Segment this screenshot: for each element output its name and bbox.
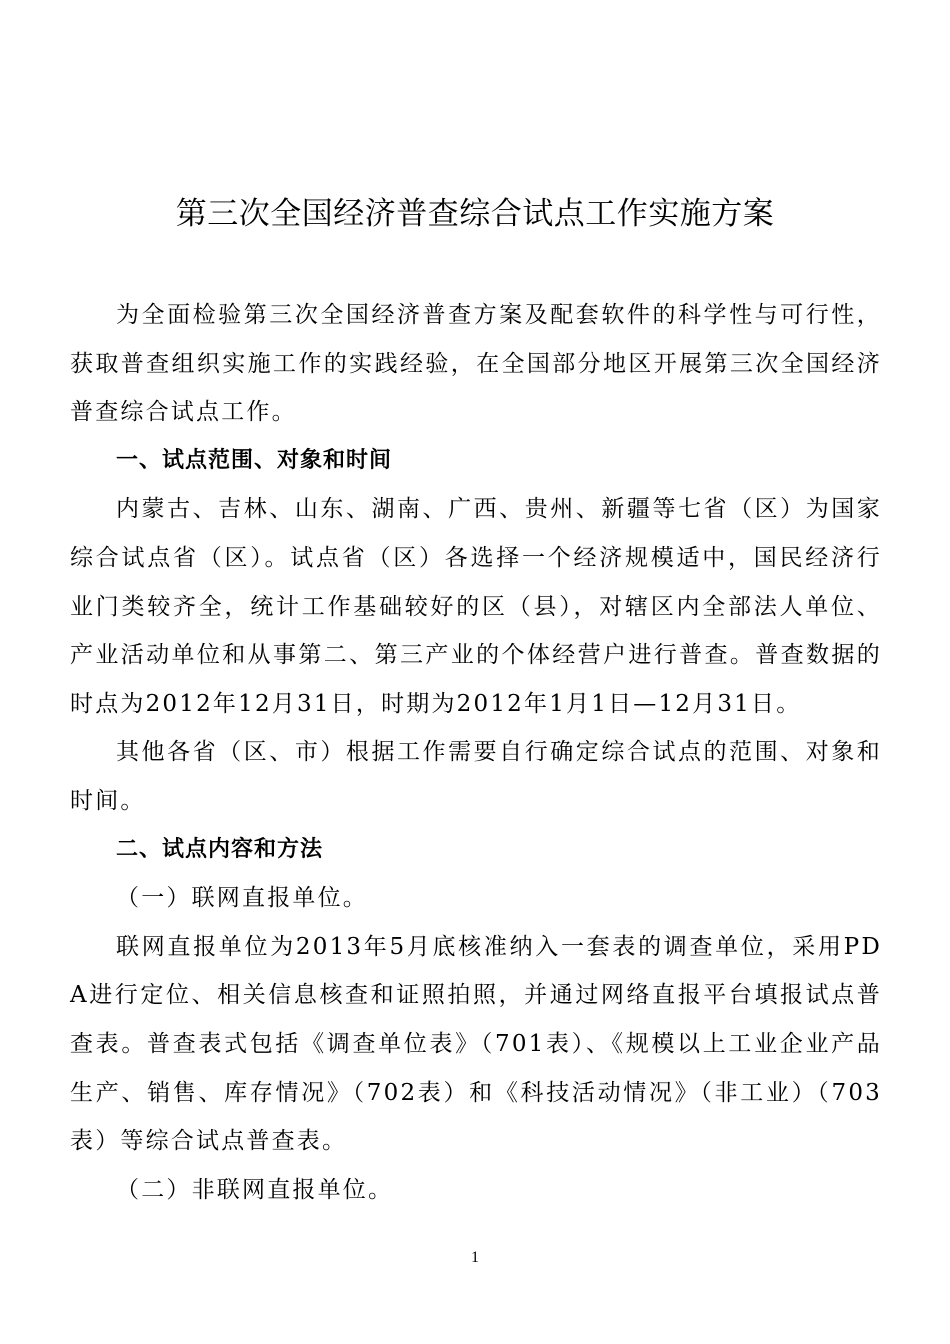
document-title: 第三次全国经济普查综合试点工作实施方案 xyxy=(175,196,775,232)
section-1-heading: 一、试点范围、对象和时间 xyxy=(116,447,393,473)
intro-paragraph: 为全面检验第三次全国经济普查方案及配套软件的科学性与可行性，获取普查组织实施工作的实践经验，在全国部分地区开展第三次全国经济普查综合试点工作。 xyxy=(70,302,882,426)
section-1-paragraph-1: 内蒙古、吉林、山东、湖南、广西、贵州、新疆等七省（区）为国家综合试点省（区）。试点省（区）各选择一个经济规模适中，国民经济行业门类较齐全，统计工作基础较好的区（县），对辖区内全部法人单位、产业活动单位和从事第二、第三产业的个体经营户进行普查。普查数据的时点为2012年12月31日，时期为2012年1月1日—12月31日。 xyxy=(70,496,882,717)
section-2-subheading-1: （一）联网直报单位。 xyxy=(116,885,368,912)
document-body xyxy=(70,291,882,1214)
section-2-subheading-2: （二）非联网直报单位。 xyxy=(116,1176,394,1203)
section-1-paragraph-2: 其他各省（区、市）根据工作需要自行确定综合试点的范围、对象和时间。 xyxy=(70,739,882,814)
page-number: 1 xyxy=(471,1249,479,1266)
section-2-heading: 二、试点内容和方法 xyxy=(116,836,324,862)
section-2-paragraph-1: 联网直报单位为2013年5月底核准纳入一套表的调查单位，采用PDA进行定位、相关信息核查和证照拍照，并通过网络直报平台填报试点普查表。普查表式包括《调查单位表》（701表）、《规模以上工业企业产品生产、销售、库存情况》（702表）和《科技活动情况》（非工业）（703表）等综合试点普查表。 xyxy=(70,933,882,1155)
